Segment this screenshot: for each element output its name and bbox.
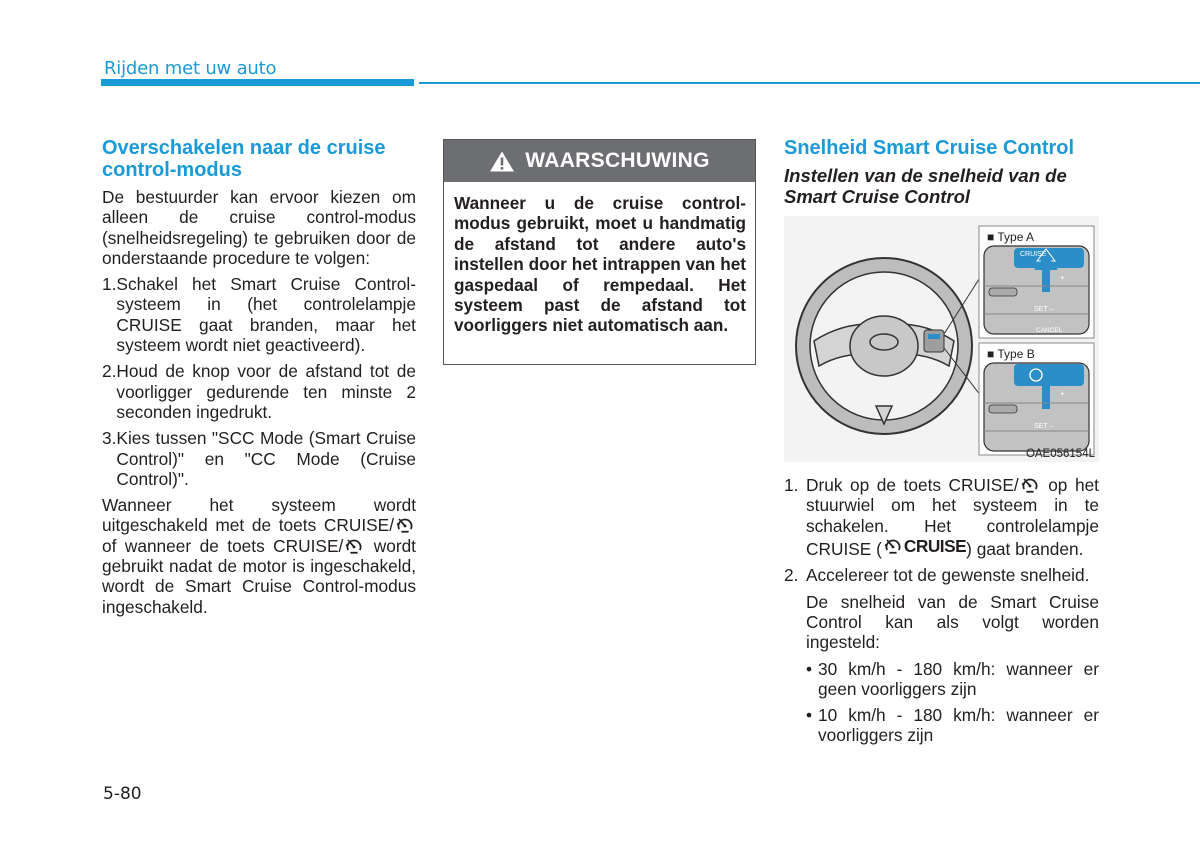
smart-cruise-icon <box>884 537 902 555</box>
smart-cruise-icon <box>345 537 363 555</box>
bullet-dot: • <box>806 658 813 679</box>
right-step-1-part-c: ) gaat branden. <box>966 539 1084 560</box>
left-step-1 <box>102 274 416 355</box>
bullet-dot: • <box>806 705 813 726</box>
left-step-2 <box>102 361 416 422</box>
right-bullet-2-text: 10 km/h - 180 km/h: wanneer er voorliggers zijn <box>818 705 1099 746</box>
section-header-title: Rijden met uw auto <box>104 58 277 79</box>
figure-code: OAE056154L <box>1025 448 1095 460</box>
cruise-lamp-text: CRUISE <box>903 535 967 556</box>
steering-wheel-figure <box>784 216 1099 462</box>
left-column <box>102 137 416 623</box>
warning-triangle-icon <box>489 150 515 173</box>
warning-header <box>444 140 755 182</box>
right-step-1 <box>784 475 1099 559</box>
left-step-3-text: Kies tussen "SCC Mode (Smart Cruise Control)" en "CC Mode (Cruise Control)". <box>116 428 416 489</box>
plus-label-b: + <box>1060 389 1065 398</box>
left-outro-part-3: wordt gebruikt nadat de motor is ingeschakeld, wordt de Smart Cruise Control-modus ingeschakeld. <box>102 535 416 617</box>
right-bullet-1-text: 30 km/h - 180 km/h: wanneer er geen voorliggers zijn <box>818 658 1099 699</box>
smart-cruise-icon <box>1021 476 1039 494</box>
plus-label-a: + <box>1060 273 1065 282</box>
cruise-button-label: CRUISE <box>1020 251 1047 258</box>
left-step-1-text: Schakel het Smart Cruise Control-systeem in (het controlelampje CRUISE gaat branden, maar het systeem wordt niet geactiveerd). <box>116 274 416 356</box>
cancel-label-a: CANCEL <box>1036 327 1063 334</box>
right-subheading: Instellen van de snelheid van de Smart Cruise Control <box>784 165 1067 207</box>
page-number: 5-80 <box>103 784 142 804</box>
type-a-label: ■ Type A <box>984 230 1037 244</box>
left-step-2-text: Houd de knop voor de afstand tot de voorligger gedurende ten minste 2 seconden ingedrukt. <box>116 361 416 422</box>
right-bullet-2 <box>806 705 1099 746</box>
warning-body: Wanneer u de cruise control-modus gebruikt, moet u handmatig de afstand tot andere auto's instellen door het intrappen van het gaspedaal of rempedaal. Het systeem past de afstand tot voorliggers niet automatisch aan. <box>454 193 746 336</box>
right-step-2-detail: De snelheid van de Smart Cruise Control kan als volgt worden ingesteld: <box>806 591 1099 653</box>
right-bullet-1 <box>806 659 1099 700</box>
right-step-1-number: 1. <box>784 475 799 495</box>
right-step-2-number: 2. <box>784 565 799 586</box>
smart-cruise-icon <box>396 516 414 534</box>
left-step-3 <box>102 428 416 489</box>
right-step-1-part-a: Druk op de toets CRUISE/ <box>806 475 1019 495</box>
warning-title: WAARSCHUWING <box>525 149 710 172</box>
header-rule-thick <box>101 79 414 86</box>
set-label-b: SET – <box>1034 423 1054 430</box>
left-outro <box>102 495 416 617</box>
steering-wheel-illustration <box>784 216 1099 462</box>
left-outro-part-2: of wanneer de toets CRUISE/ <box>102 535 344 556</box>
type-b-label: ■ Type B <box>984 347 1038 361</box>
right-step-2 <box>784 565 1099 585</box>
left-heading: Overschakelen naar de cruise control-modus <box>102 137 386 181</box>
right-heading: Snelheid Smart Cruise Control <box>784 137 1075 159</box>
warning-box <box>443 139 756 365</box>
left-step-2-number: 2. <box>102 361 117 382</box>
set-label-a: SET – <box>1034 306 1054 313</box>
right-step-2-text: Accelereer tot de gewenste snelheid. <box>806 565 1090 586</box>
header-rule-thin <box>419 82 1200 84</box>
right-step-1-part-b: op het stuurwiel om het systeem in te schakelen. Het controlelampje CRUISE ( <box>806 475 1099 560</box>
left-outro-part-1: Wanneer het systeem wordt uitgeschakeld met de toets CRUISE/ <box>102 495 416 536</box>
left-intro: De bestuurder kan ervoor kiezen om alleen de cruise control-modus (snelheidsregeling) te gebruiken door de onderstaande procedure te volgen: <box>102 187 416 268</box>
right-step-1-text <box>806 475 1099 559</box>
right-steps <box>784 475 1099 752</box>
right-column <box>784 137 1099 215</box>
cruise-indicator-lamp <box>882 536 966 556</box>
left-step-3-number: 3. <box>102 428 117 449</box>
left-step-1-number: 1. <box>102 274 117 295</box>
